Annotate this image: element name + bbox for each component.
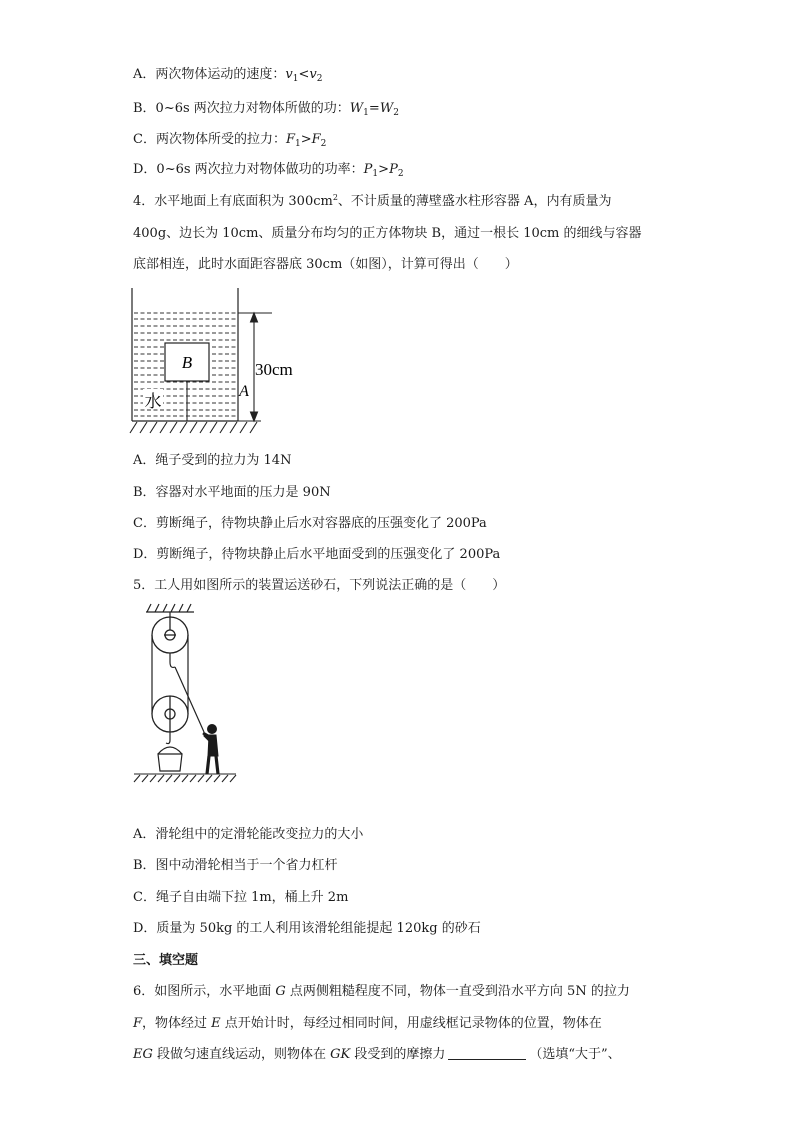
q5-option-c: C．绳子自由端下拉 1m，桶上升 2m (133, 890, 349, 905)
q4-option-d: D．剪断绳子，待物块静止后水平地面受到的压强变化了 200Pa (133, 547, 501, 562)
container-label: A (239, 383, 249, 400)
q4-figure (125, 285, 305, 440)
height-label: 30cm (255, 360, 293, 379)
q4-option-b: B．容器对水平地面的压力是 90N (133, 485, 331, 500)
q5-option-a: A．滑轮组中的定滑轮能改变拉力的大小 (133, 827, 364, 842)
water-label: 水 (144, 392, 162, 411)
block-b-label: B (181, 353, 193, 372)
worker (203, 725, 218, 775)
q4-stem-line2: 400g、边长为 10cm、质量分布均匀的正方体物块 B，通过一根长 10cm 的细线与容器 (133, 226, 642, 241)
fixed-pulley (152, 617, 188, 653)
q5-option-d: D．质量为 50kg 的工人利用该滑轮组能提起 120kg 的砂石 (133, 921, 481, 936)
fixed-pulley-hook (170, 653, 175, 667)
q5-figure (130, 604, 240, 784)
q4-option-a: A．绳子受到的拉力为 14N (133, 453, 292, 468)
section-heading: 三、填空题 (133, 953, 199, 968)
q5-stem: 5．工人用如图所示的装置运送砂石，下列说法正确的是（ ） (133, 578, 506, 593)
q4-stem-line1: 4．水平地面上有底面积为 $300cm^2$、不计质量的薄壁盛水柱形容器 A，内有质量为 (133, 193, 612, 209)
q4-option-c: C．剪断绳子，待物块静止后水对容器底的压强变化了 200Pa (133, 516, 487, 531)
q6-stem-line3: EG 段做匀速直线运动，则物体在 GK 段受到的摩擦力 （选填“大于”、 (133, 1047, 621, 1062)
q3-option-a: A．两次物体运动的速度：$v_1<v_2$ (133, 67, 323, 84)
q3-option-d: D．0~6s 两次拉力对物体做功的功率：$P_1>P_2$ (133, 162, 404, 179)
ceiling (146, 604, 194, 617)
movable-pulley (152, 696, 188, 732)
q3-option-c: C．两次物体所受的拉力：$F_1>F_2$ (133, 132, 327, 149)
bucket-hook (166, 732, 170, 744)
q3-option-b: B．0~6s 两次拉力对物体所做的功：$W_1=W_2$ (133, 101, 399, 118)
bucket (158, 747, 182, 771)
q5-option-b: B．图中动滑轮相当于一个省力杠杆 (133, 858, 338, 873)
q6-answer-blank[interactable] (448, 1047, 526, 1060)
q6-stem-line1: 6．如图所示，水平地面 G 点两侧粗糙程度不同，物体一直受到沿水平方向 5N 的拉力 (133, 984, 630, 999)
ground (134, 774, 236, 782)
q6-stem-line2: F，物体经过 E 点开始计时，每经过相同时间，用虚线框记录物体的位置，物体在 (133, 1016, 602, 1031)
q4-stem-line3: 底部相连，此时水面距容器底 30cm（如图），计算可得出（ ） (133, 257, 518, 272)
ground-hatching (130, 421, 261, 433)
